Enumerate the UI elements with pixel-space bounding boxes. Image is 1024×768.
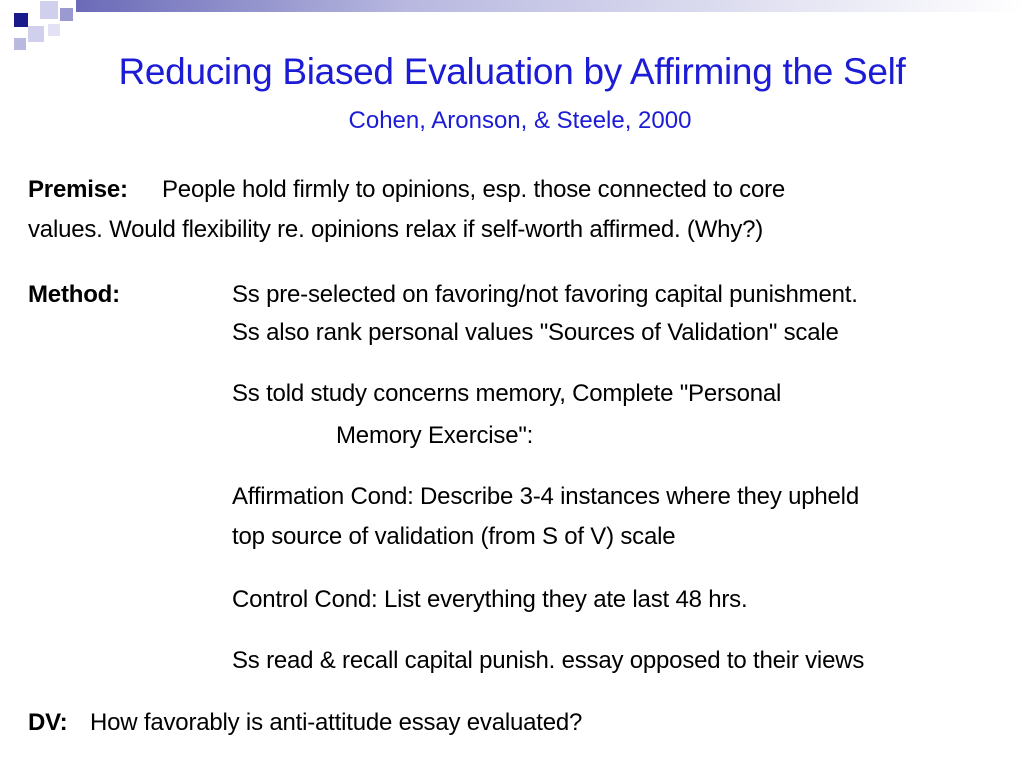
deco-square-dark <box>14 13 28 27</box>
header-gradient-bar <box>76 0 1024 12</box>
dv-label: DV: <box>28 709 68 736</box>
dv-text: How favorably is anti-attitude essay evaluated? <box>90 709 583 736</box>
premise-line-2: values. Would flexibility re. opinions relax if self-worth affirmed. (Why?) <box>28 216 764 243</box>
method-line-3: Ss told study concerns memory, Complete "Personal <box>232 380 782 407</box>
premise-label: Premise: <box>28 176 128 203</box>
method-line-7: Control Cond: List everything they ate last 48 hrs. <box>232 586 748 613</box>
method-line-4: Memory Exercise": <box>336 422 534 449</box>
method-line-1: Ss pre-selected on favoring/not favoring capital punishment. <box>232 281 858 308</box>
method-line-8: Ss read & recall capital punish. essay opposed to their views <box>232 647 865 674</box>
deco-square-light <box>28 26 44 42</box>
deco-square-mid <box>60 8 73 21</box>
method-label: Method: <box>28 281 120 308</box>
premise-line-1: People hold firmly to opinions, esp. those connected to core <box>162 176 786 203</box>
slide-title: Reducing Biased Evaluation by Affirming the Self <box>118 51 906 92</box>
method-line-6: top source of validation (from S of V) scale <box>232 523 676 550</box>
deco-square-light <box>40 1 58 19</box>
method-line-2: Ss also rank personal values "Sources of Validation" scale <box>232 319 839 346</box>
method-line-5: Affirmation Cond: Describe 3-4 instances where they upheld <box>232 483 859 510</box>
slide-subtitle: Cohen, Aronson, & Steele, 2000 <box>348 107 692 134</box>
deco-square-light <box>48 24 60 36</box>
